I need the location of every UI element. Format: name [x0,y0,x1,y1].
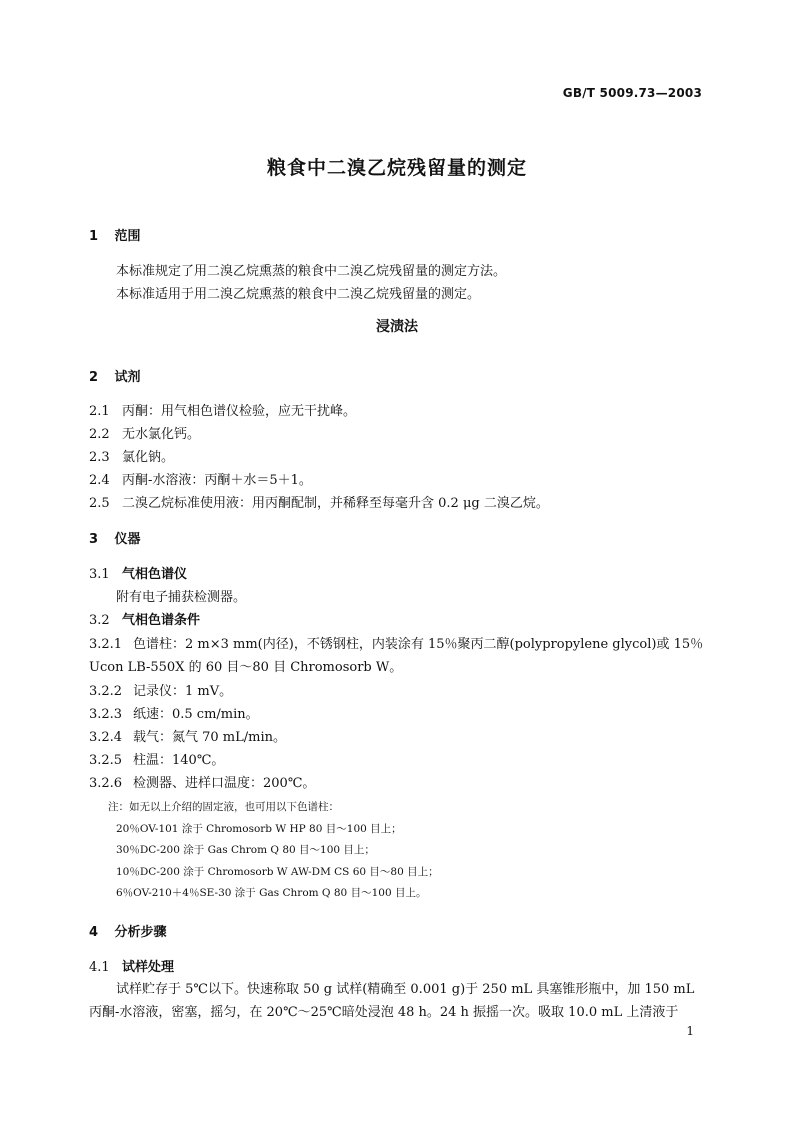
section-number: 4 [89,925,99,940]
section-number: 3 [89,532,99,547]
section-4-heading [89,921,167,940]
reagent-item: 2.5 二溴乙烷标准使用液：用丙酮配制，并稀释至每毫升含 0.2 μg 二溴乙烷。 [89,496,549,511]
section-title: 仪器 [114,532,141,547]
page-number: 1 [686,1024,694,1038]
section-title: 分析步骤 [114,925,167,940]
section-number: 1 [89,229,99,244]
condition-item: 3.2.6 检测器、进样口温度：200℃。 [89,776,316,791]
paragraph: 附有电子捕获检测器。 [116,590,247,605]
note-line: 6％OV-210＋4％SE-30 涂于 Gas Chrom Q 80 目～100 目上。 [116,887,427,899]
section-number: 2 [89,370,99,385]
subsection-3-2-heading: 3.2 气相色谱条件 [89,613,201,628]
section-3-heading [89,528,141,547]
section-title: 范围 [114,229,141,244]
note-line: 30％DC-200 涂于 Gas Chrom Q 80 目～100 目上； [116,844,375,856]
subsection-4-1-heading: 4.1 试样处理 [89,960,175,975]
reagent-item: 2.2 无水氯化钙。 [89,427,201,442]
reagent-item: 2.1 丙酮：用气相色谱仪检验，应无干扰峰。 [89,404,357,419]
condition-item: 3.2.2 记录仪：1 mV。 [89,684,233,699]
condition-item: 3.2.5 柱温：140℃。 [89,753,225,768]
note-line: 10％DC-200 涂于 Chromosorb W AW-DM CS 60 目～80 目上； [116,866,439,878]
paragraph-continuation: 丙酮-水溶液，密塞，摇匀，在 20℃～25℃暗处浸泡 48 h。24 h 振摇一次。吸取 10.0 mL 上清液于 [89,1005,679,1020]
reagent-item: 2.4 丙酮-水溶液：丙酮＋水＝5＋1。 [89,473,312,488]
note-line: 注：如无以上介绍的固定液，也可用以下色谱柱： [108,801,339,813]
section-1-heading [89,225,141,244]
reagent-item: 2.3 氯化钠。 [89,450,175,465]
document-title: 粮食中二溴乙烷残留量的测定 [266,157,527,179]
paragraph: 本标准规定了用二溴乙烷熏蒸的粮食中二溴乙烷残留量的测定方法。 [116,264,507,279]
subsection-3-1-heading: 3.1 气相色谱仪 [89,567,188,582]
paragraph: 本标准适用于用二溴乙烷熏蒸的粮食中二溴乙烷残留量的测定。 [116,287,481,302]
condition-item: 3.2.3 纸速：0.5 cm/min。 [89,707,259,722]
note-line: 20％OV-101 涂于 Chromosorb W HP 80 目～100 目上； [116,823,402,835]
condition-item: 3.2.1 色谱柱：2 m×3 mm(内径)，不锈钢柱，内装涂有 15％聚丙二醇(polypropylene glycol)或 15％ [89,637,704,652]
section-title: 试剂 [114,370,141,385]
condition-item: 3.2.4 载气：氮气 70 mL/min。 [89,730,287,745]
standard-code: GB/T 5009.73—2003 [562,86,702,100]
method-title: 浸渍法 [376,319,418,335]
section-2-heading [89,366,141,385]
paragraph: 试样贮存于 5℃以下。快速称取 50 g 试样(精确至 0.001 g)于 250 mL 具塞锥形瓶中，加 150 mL [116,982,695,997]
condition-item-continuation: Ucon LB-550X 的 60 目～80 目 Chromosorb W。 [89,660,403,675]
